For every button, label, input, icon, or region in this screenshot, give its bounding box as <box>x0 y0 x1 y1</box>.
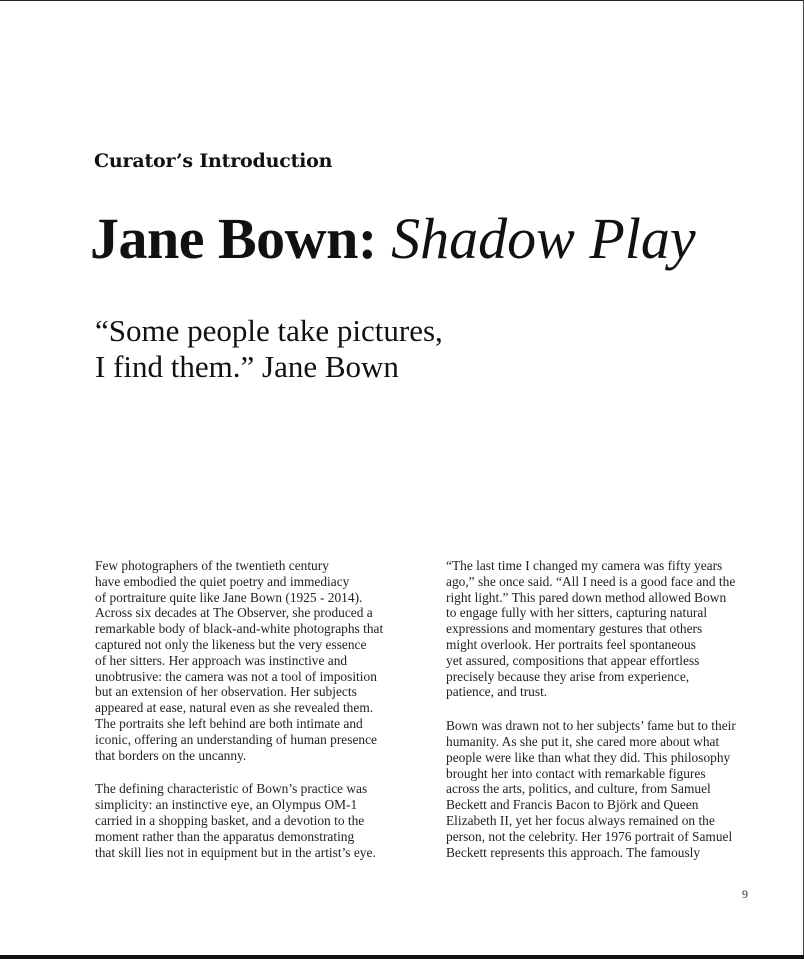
bottom-border <box>0 955 804 959</box>
body-line: brought her into contact with remarkable figures <box>446 765 706 781</box>
body-line: carried in a shopping basket, and a devotion to the <box>95 812 365 828</box>
body-line: that borders on the uncanny. <box>95 747 247 763</box>
body-line: Elizabeth II, yet her focus always remained on the <box>446 812 715 828</box>
body-line: simplicity: an instinctive eye, an Olympus OM-1 <box>95 797 358 813</box>
body-line: might overlook. Her portraits feel spontaneous <box>446 636 696 652</box>
body-line: have embodied the quiet poetry and immediacy <box>95 573 350 589</box>
body-line: of her sitters. Her approach was instinctive and <box>95 652 348 668</box>
body-line: of portraiture quite like Jane Bown (1925 - 2014). <box>95 589 363 605</box>
body-line: humanity. As she put it, she cared more about what <box>446 733 720 749</box>
body-line: precisely because they arise from experience, <box>446 668 690 684</box>
body-line: Beckett represents this approach. The famously <box>446 844 701 860</box>
epigraph-quote <box>95 313 443 385</box>
title-name: Jane Bown: <box>90 206 377 271</box>
epigraph-line: “Some people take pictures, <box>95 313 443 348</box>
body-line: captured not only the likeness but the very essence <box>95 636 367 652</box>
section-label: Curator’s Introduction <box>94 150 333 172</box>
body-line: iconic, offering an understanding of human presence <box>95 731 377 747</box>
body-column-right <box>446 558 758 878</box>
body-line: The defining characteristic of Bown’s practice was <box>95 781 368 797</box>
body-line: Few photographers of the twentieth century <box>95 558 329 573</box>
body-line: unobtrusive: the camera was not a tool of imposition <box>95 668 377 684</box>
page-title <box>90 205 696 273</box>
epigraph-line: I find them.” Jane Bown <box>95 349 399 384</box>
body-line: people were like than what they did. This philosophy <box>446 749 731 765</box>
body-line: moment rather than the apparatus demonstrating <box>95 828 355 844</box>
body-line: Across six decades at The Observer, she produced a <box>95 605 373 621</box>
body-line: ago,” she once said. “All I need is a good face and the <box>446 573 736 589</box>
body-paragraph <box>446 558 758 700</box>
body-paragraph <box>95 781 407 860</box>
body-line: to engage fully with her sitters, capturing natural <box>446 605 708 621</box>
body-line: across the arts, politics, and culture, from Samuel <box>446 781 711 797</box>
body-line: “The last time I changed my camera was fifty years <box>446 558 723 573</box>
body-line: that skill lies not in equipment but in the artist’s eye. <box>95 844 376 860</box>
body-line: appeared at ease, natural even as she revealed them. <box>95 700 374 716</box>
body-line: right light.” This pared down method allowed Bown <box>446 589 727 605</box>
body-line: but an extension of her observation. Her subjects <box>95 684 357 700</box>
body-line: patience, and trust. <box>446 684 548 700</box>
title-subtitle: Shadow Play <box>391 206 696 271</box>
body-column-left <box>95 558 407 878</box>
body-line: person, not the celebrity. Her 1976 portrait of Samuel <box>446 828 733 844</box>
page-number: 9 <box>742 887 748 901</box>
body-line: Bown was drawn not to her subjects’ fame but to their <box>446 718 736 734</box>
body-line: remarkable body of black-and-white photographs that <box>95 621 384 637</box>
body-paragraph <box>446 718 758 860</box>
body-line: expressions and momentary gestures that others <box>446 621 703 637</box>
top-border <box>0 0 804 1</box>
body-line: Beckett and Francis Bacon to Björk and Queen <box>446 797 699 813</box>
body-line: The portraits she left behind are both intimate and <box>95 715 363 731</box>
body-line: yet assured, compositions that appear effortless <box>446 652 700 668</box>
body-paragraph <box>95 558 407 763</box>
